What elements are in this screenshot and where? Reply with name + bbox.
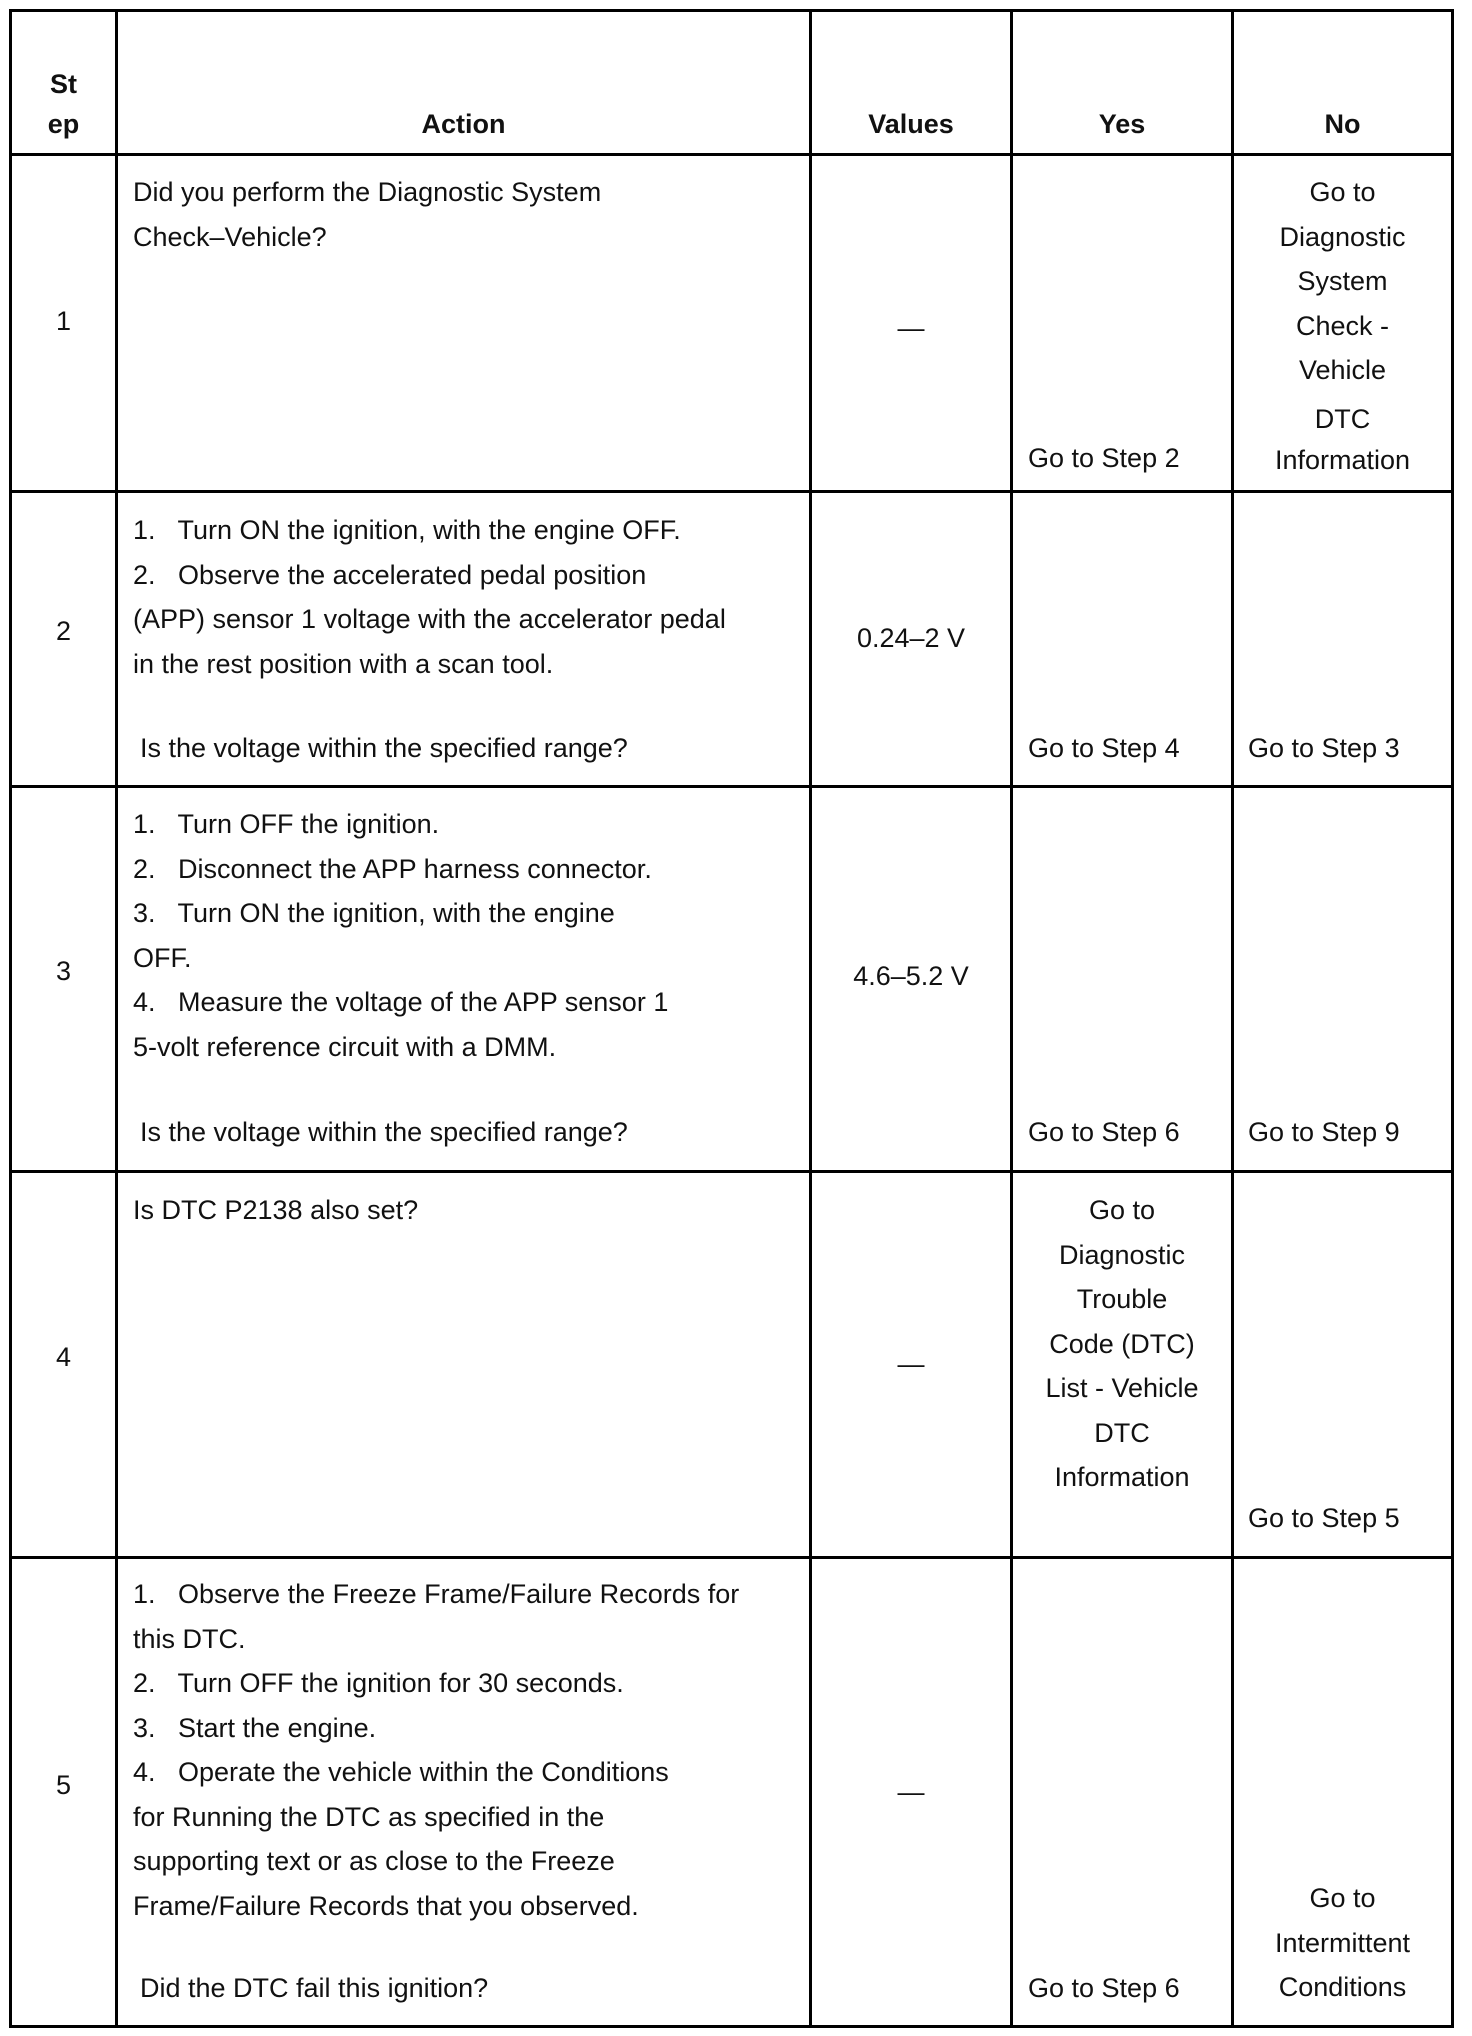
action-line: 5-volt reference circuit with a DMM. — [133, 1031, 557, 1062]
step-number: 3 — [55, 956, 72, 986]
yes-line: Code (DTC) — [1049, 1328, 1195, 1359]
no-line: Diagnostic — [1279, 221, 1406, 252]
no-line: Go to — [1309, 177, 1376, 207]
yes-text: Go to Step 2 — [1028, 443, 1180, 473]
action-text — [133, 170, 793, 259]
action-line: this DTC. — [133, 1623, 246, 1654]
action-line: 4. Operate the vehicle within the Conditions — [133, 1757, 669, 1787]
action-text — [133, 802, 793, 1069]
no-line: Information — [1274, 444, 1411, 475]
no-line: Conditions — [1278, 1972, 1407, 2002]
action-text — [133, 508, 793, 686]
no-line: Check - — [1295, 310, 1390, 341]
no-text: Go to Step 3 — [1248, 733, 1400, 763]
yes-line: Go to — [1088, 1195, 1156, 1225]
header-no: No — [1324, 109, 1361, 139]
action-line: Frame/Failure Records that you observed. — [133, 1890, 639, 1921]
value-text: — — [897, 313, 925, 343]
header-step-line: St — [50, 69, 77, 99]
action-line: in the rest position with a scan tool. — [133, 648, 554, 679]
no-text: Go to Step 9 — [1248, 1117, 1400, 1147]
action-line: 4. Measure the voltage of the APP sensor 1 — [133, 987, 669, 1017]
row-divider — [9, 1556, 1454, 1559]
row-divider — [9, 490, 1454, 493]
action-line: OFF. — [133, 942, 192, 973]
value-text: 0.24–2 V — [856, 623, 966, 653]
no-text — [1234, 170, 1451, 481]
step-number: 5 — [55, 1770, 72, 1800]
yes-line: Information — [1054, 1462, 1190, 1492]
yes-line: Diagnostic — [1058, 1239, 1186, 1270]
action-line: 3. Turn ON the ignition, with the engine — [133, 898, 615, 928]
yes-line: List - Vehicle — [1045, 1373, 1199, 1403]
yes-line: DTC — [1094, 1417, 1150, 1448]
header-step — [12, 64, 115, 144]
action-line: 1. Turn ON the ignition, with the engine OFF. — [133, 515, 681, 545]
no-text: Go to Step 5 — [1248, 1503, 1400, 1533]
step-number: 2 — [55, 616, 72, 646]
action-question: Is the voltage within the specified range? — [140, 733, 628, 763]
no-text — [1234, 1876, 1451, 2010]
header-step-line: ep — [47, 109, 80, 139]
action-text — [133, 1188, 793, 1233]
yes-text: Go to Step 6 — [1028, 1973, 1180, 2003]
action-line: 3. Start the engine. — [133, 1712, 377, 1743]
no-line: Vehicle — [1298, 355, 1387, 385]
header-action: Action — [421, 109, 506, 139]
yes-text — [1013, 1188, 1231, 1500]
action-line: Check–Vehicle? — [133, 221, 327, 252]
action-line: 2. Turn OFF the ignition for 30 seconds. — [133, 1668, 624, 1698]
action-line: 2. Disconnect the APP harness connector. — [133, 853, 652, 884]
header-values: Values — [868, 109, 954, 139]
column-divider — [115, 9, 118, 2028]
row-divider — [9, 1170, 1454, 1173]
action-line: Is DTC P2138 also set? — [133, 1195, 419, 1225]
action-line: 1. Turn OFF the ignition. — [133, 809, 440, 839]
column-divider — [1010, 9, 1013, 2028]
no-line: Go to — [1309, 1883, 1376, 1913]
step-number: 4 — [55, 1342, 72, 1372]
yes-text: Go to Step 4 — [1028, 733, 1180, 763]
value-text: — — [897, 1777, 925, 1807]
no-line: Intermittent — [1274, 1927, 1411, 1958]
row-divider — [9, 785, 1454, 788]
value-text: 4.6–5.2 V — [853, 961, 969, 991]
no-line: System — [1297, 266, 1388, 296]
action-line: 1. Observe the Freeze Frame/Failure Records for — [133, 1579, 740, 1609]
action-question: Is the voltage within the specified range? — [140, 1117, 628, 1147]
action-question: Did the DTC fail this ignition? — [140, 1973, 489, 2003]
action-line: Did you perform the Diagnostic System — [133, 177, 602, 207]
header-yes: Yes — [1098, 109, 1146, 139]
action-line: supporting text or as close to the Freeze — [133, 1846, 615, 1876]
yes-line: Trouble — [1076, 1284, 1168, 1314]
step-number: 1 — [55, 306, 72, 336]
action-line: (APP) sensor 1 voltage with the accelerator pedal — [133, 604, 726, 634]
action-line: 2. Observe the accelerated pedal position — [133, 559, 647, 590]
action-text — [133, 1572, 793, 1928]
no-line: DTC — [1314, 403, 1371, 434]
value-text: — — [897, 1349, 925, 1379]
action-line: for Running the DTC as specified in the — [133, 1801, 605, 1832]
yes-text: Go to Step 6 — [1028, 1117, 1180, 1147]
row-divider — [9, 153, 1454, 156]
